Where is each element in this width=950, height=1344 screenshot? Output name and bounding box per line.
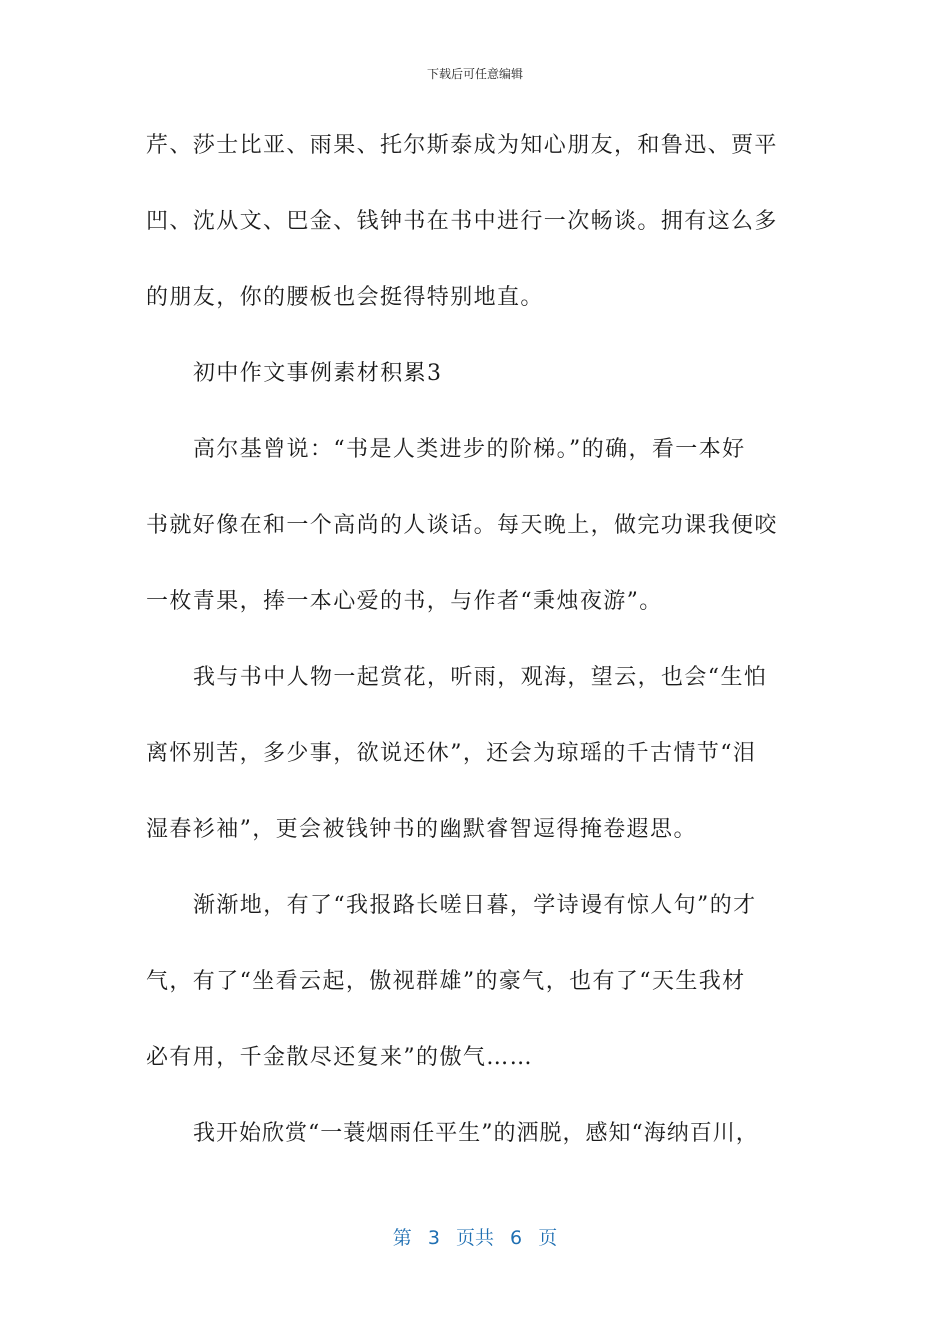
text-line: 湿春衫袖”，更会被钱钟书的幽默睿智逗得掩卷遐思。 (146, 817, 697, 842)
footer-total-pages: 6 (510, 1227, 523, 1249)
text-line: 芹、莎士比亚、雨果、托尔斯泰成为知心朋友，和鲁迅、贾平 (146, 133, 778, 158)
text-line: 凹、沈从文、巴金、钱钟书在书中进行一次畅谈。拥有这么多 (146, 209, 778, 234)
text-line: 必有用，千金散尽还复来”的傲气…… (146, 1045, 534, 1070)
text-line: 气，有了“坐看云起，傲视群雄”的豪气，也有了“天生我材 (146, 969, 746, 994)
footer-middle: 页共 (455, 1227, 494, 1249)
text-line: 渐渐地，有了“我报路长嗟日暮，学诗谩有惊人句”的才 (193, 893, 757, 918)
page-footer (0, 1224, 950, 1252)
document-body (146, 126, 806, 1190)
footer-suffix: 页 (538, 1227, 558, 1249)
text-line: 的朋友，你的腰板也会挺得特别地直。 (146, 285, 544, 310)
text-line: 高尔基曾说：“书是人类进步的阶梯。”的确，看一本好 (193, 437, 746, 462)
footer-current-page: 3 (427, 1227, 440, 1249)
text-line: 离怀别苦，多少事，欲说还休”，还会为琼瑶的千古情节“泪 (146, 741, 757, 766)
text-line: 我开始欣赏“一蓑烟雨任平生”的洒脱，感知“海纳百川， (193, 1121, 759, 1146)
footer-prefix: 第 (392, 1227, 412, 1249)
page-header-note: 下载后可任意编辑 (426, 67, 523, 81)
text-line: 我与书中人物一起赏花，听雨，观海，望云，也会“生怕 (193, 665, 768, 690)
text-line: 书就好像在和一个高尚的人谈话。每天晚上，做完功课我便咬 (146, 513, 778, 538)
text-line: 一枚青果，捧一本心爱的书，与作者“秉烛夜游”。 (146, 589, 663, 614)
section-heading: 初中作文事例素材积累3 (193, 361, 443, 386)
